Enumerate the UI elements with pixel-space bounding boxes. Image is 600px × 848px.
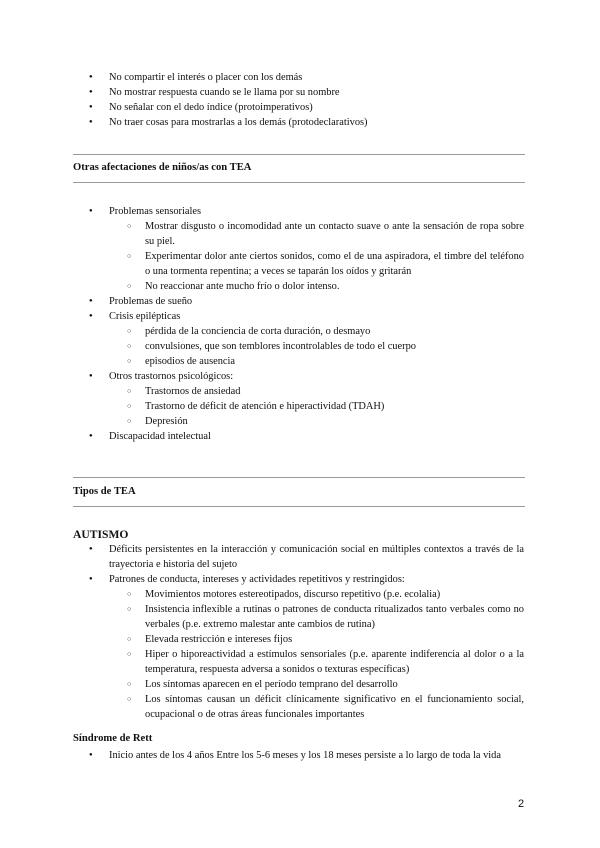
list-item: ● Déficits persistentes en la interacción y comunicación social en múltiples contextos a través de la trayectoria e historia del sujeto — [0, 542, 600, 572]
sub-list-item: ○ Elevada restricción e intereses fijos — [0, 632, 600, 647]
divider — [73, 477, 525, 478]
list-item: ● Problemas sensoriales — [0, 204, 600, 219]
section-title-tipos: Tipos de TEA — [73, 486, 136, 497]
list-item: ● Problemas de sueño — [0, 294, 600, 309]
sub-list-item: ○ Experimentar dolor ante ciertos sonidos, como el de una aspiradora, el timbre del teléfono o una tormenta repentina; a veces se taparán los oídos y gritarán — [0, 249, 600, 279]
divider — [73, 182, 525, 183]
sub-list-item: ○ convulsiones, que son temblores incontrolables de todo el cuerpo — [0, 339, 600, 354]
sub-list-item: ○ Los síntomas aparecen en el período temprano del desarrollo — [0, 677, 600, 692]
sub-list-item: ○ Movimientos motores estereotipados, discurso repetitivo (p.e. ecolalia) — [0, 587, 600, 602]
sub-list-item: ○ No reaccionar ante mucho frío o dolor intenso. — [0, 279, 600, 294]
divider — [73, 506, 525, 507]
list-otras-afectaciones — [0, 204, 600, 444]
sub-list-item: ○ Trastorno de déficit de atención e hiperactividad (TDAH) — [0, 399, 600, 414]
list-autism-signs — [0, 70, 600, 130]
sub-list-item: ○ Mostrar disgusto o incomodidad ante un contacto suave o ante la sensación de ropa sobre su piel. — [0, 219, 600, 249]
sub-list-item: ○ Hiper o hiporeactividad a estímulos sensoriales (p.e. aparente indiferencia al dolor o a la temperatura, respuesta adversa a sonidos o texturas específicas) — [0, 647, 600, 677]
list-item: ● Patrones de conducta, intereses y actividades repetitivos y restringidos: — [0, 572, 600, 587]
list-item: ● Discapacidad intelectual — [0, 429, 600, 444]
page-number: 2 — [518, 798, 525, 810]
list-item: ● No traer cosas para mostrarlas a los demás (protodeclarativos) — [0, 115, 600, 130]
list-rett — [0, 748, 600, 763]
section-title-otras: Otras afectaciones de niños/as con TEA — [73, 162, 252, 173]
sub-list-item: ○ Insistencia inflexible a rutinas o patrones de conducta ritualizados tanto verbales como no verbales (p.e. extremo malestar ante cambios de rutina) — [0, 602, 600, 632]
sub-list-item: ○ Depresión — [0, 414, 600, 429]
list-item: ● Inicio antes de los 4 años Entre los 5-6 meses y los 18 meses persiste a lo largo de toda la vida — [0, 748, 600, 763]
subsection-title-autismo: AUTISMO — [73, 528, 129, 541]
sub-list-item: ○ Los síntomas causan un déficit clínicamente significativo en el funcionamiento social, ocupacional o de otras áreas funcionales importantes — [0, 692, 600, 722]
sub-list-item: ○ Trastornos de ansiedad — [0, 384, 600, 399]
list-item: ● No compartir el interés o placer con los demás — [0, 70, 600, 85]
list-item: ● No mostrar respuesta cuando se le llama por su nombre — [0, 85, 600, 100]
list-autismo — [0, 542, 600, 722]
sub-list-item: ○ pérdida de la conciencia de corta duración, o desmayo — [0, 324, 600, 339]
list-item: ● Crisis epilépticas — [0, 309, 600, 324]
divider — [73, 154, 525, 155]
list-item: ● Otros trastornos psicológicos: — [0, 369, 600, 384]
subsection-title-rett: Síndrome de Rett — [73, 733, 153, 744]
sub-list-item: ○ episodios de ausencia — [0, 354, 600, 369]
list-item: ● No señalar con el dedo índice (protoimperativos) — [0, 100, 600, 115]
